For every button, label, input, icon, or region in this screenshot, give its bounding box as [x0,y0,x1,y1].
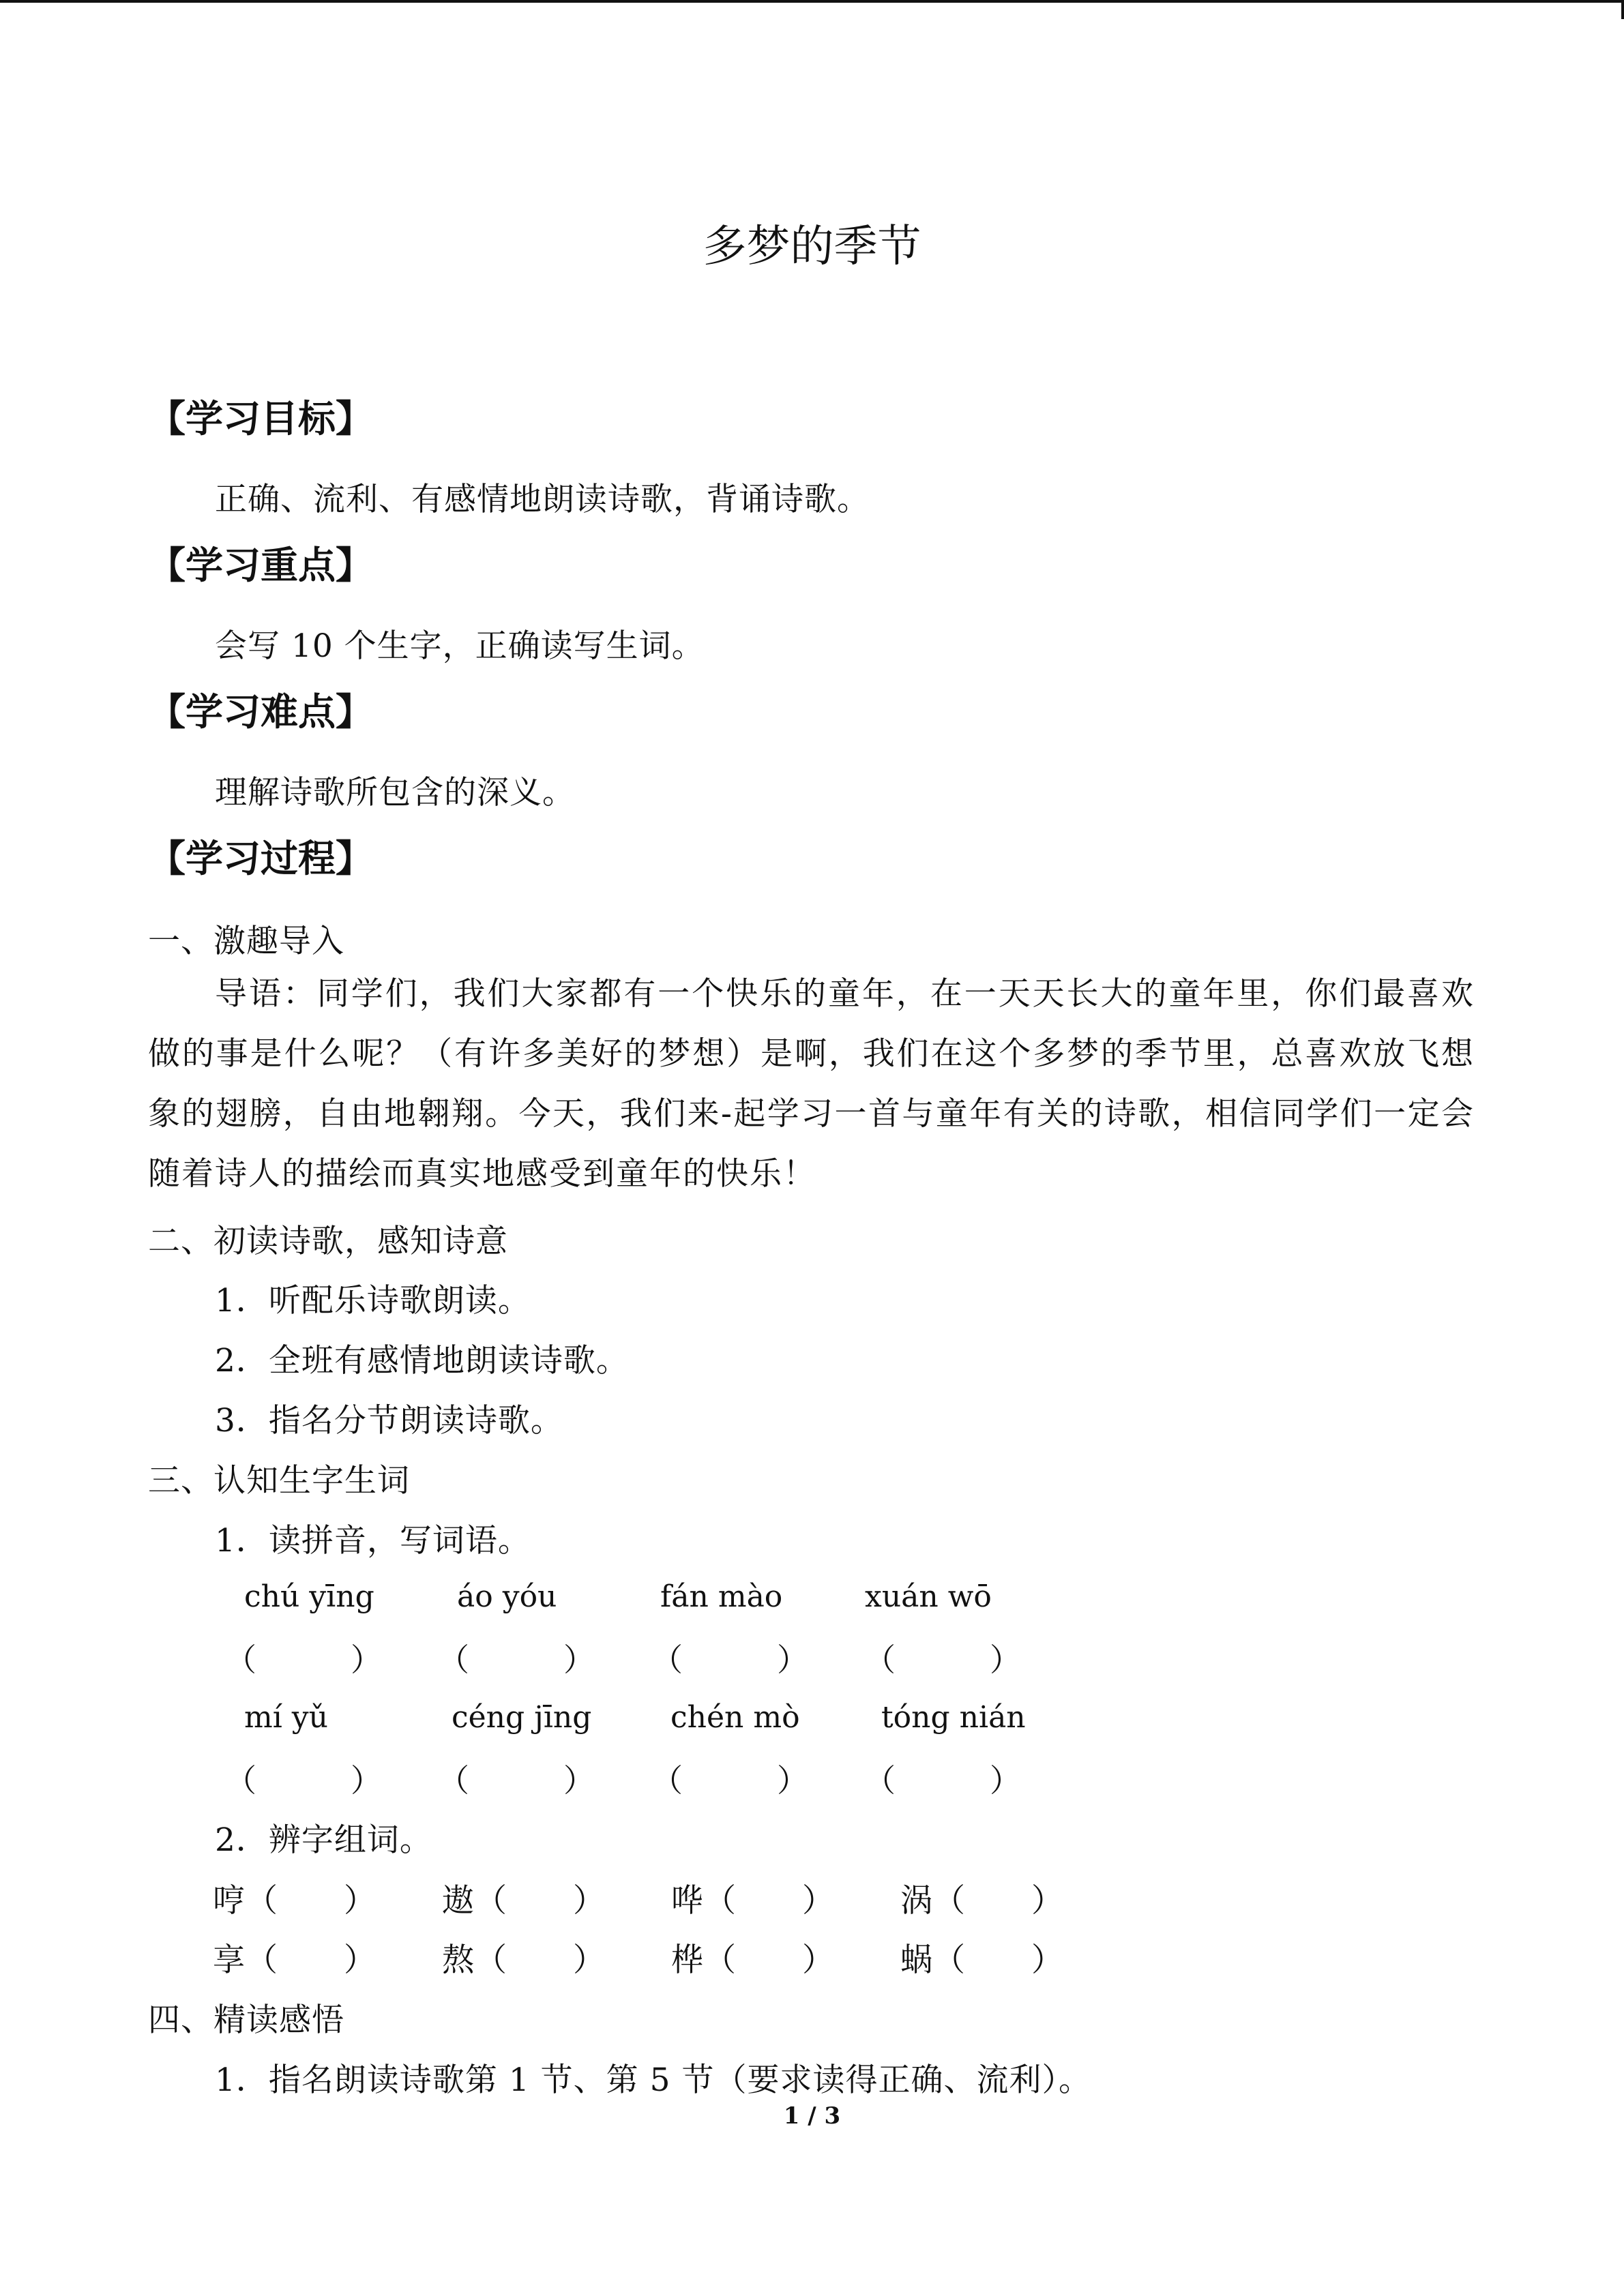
pinyin-7: chén mò [670,1700,800,1735]
answer-blank: （ ） [225,1762,382,1799]
char-item: 蜗（ ） [900,1941,1064,1979]
pinyin-2: áo yóu [457,1579,557,1614]
goal-text: 正确、流利、有感情地朗读诗歌，背诵诗歌。 [215,481,870,518]
heading-goal: 【学习目标】 [148,397,374,441]
answer-blank: （ ） [864,1641,1021,1678]
heading-focus: 【学习重点】 [148,543,374,587]
corner-mark [1621,0,1624,19]
difficulty-text: 理解诗歌所包含的深义。 [215,774,575,811]
part2-item-1: 1．听配乐诗歌朗读。 [215,1282,531,1320]
char-item: 哼（ ） [213,1882,377,1920]
answer-blank: （ ） [651,1762,808,1799]
part4-item-1: 1．指名朗读诗歌第 1 节、第 5 节（要求读得正确、流利）。 [215,2061,1091,2099]
pinyin-8: tóng nián [881,1700,1026,1735]
top-border [0,0,1624,3]
part2-title: 二、初读诗歌，感知诗意 [148,1223,508,1260]
part3-title: 三、认知生字生词 [148,1462,410,1500]
focus-text: 会写 10 个生字，正确读写生词。 [215,627,705,665]
page-number: 1 / 3 [783,2102,841,2130]
intro-paragraph: 导语：同学们，我们大家都有一个快乐的童年，在一天天长大的童年里，你们最喜欢做的事是什么呢？（有许多美好的梦想）是啊，我们在这个多梦的季节里，总喜欢放飞想象的翅膀，自由地翱翔。今天，我们来-起学习一首与童年有关的诗歌，相信同学们一定会随着诗人的描绘而真实地感受到童年的快乐！ [148,975,1475,1193]
char-item: 桦（ ） [671,1941,835,1979]
char-item: 遨（ ） [442,1882,606,1920]
pinyin-5: mí yǔ [244,1700,328,1735]
part3-question-2: 2．辨字组词。 [215,1821,432,1859]
char-item: 熬（ ） [442,1941,606,1979]
answer-blank: （ ） [864,1762,1021,1799]
pinyin-3: fán mào [660,1579,783,1614]
part4-title: 四、精读感悟 [148,2001,344,2039]
heading-difficulty: 【学习难点】 [148,690,374,734]
char-item: 享（ ） [213,1941,377,1979]
answer-blank: （ ） [651,1641,808,1678]
char-item: 涡（ ） [900,1882,1064,1920]
answer-blank: （ ） [438,1762,595,1799]
char-item: 哗（ ） [671,1882,835,1920]
answer-blank: （ ） [438,1641,595,1678]
heading-process: 【学习过程】 [148,837,374,880]
page-title: 多梦的季节 [703,222,921,272]
pinyin-6: céng jīng [452,1700,592,1735]
part2-item-2: 2．全班有感情地朗读诗歌。 [215,1342,629,1380]
part3-question-1: 1．读拼音，写词语。 [215,1522,531,1560]
pinyin-1: chú yīng [244,1579,374,1614]
part2-item-3: 3．指名分节朗读诗歌。 [215,1402,563,1440]
pinyin-4: xuán wō [865,1579,992,1614]
part1-title: 一、激趣导入 [148,923,344,960]
answer-blank: （ ） [225,1641,382,1678]
